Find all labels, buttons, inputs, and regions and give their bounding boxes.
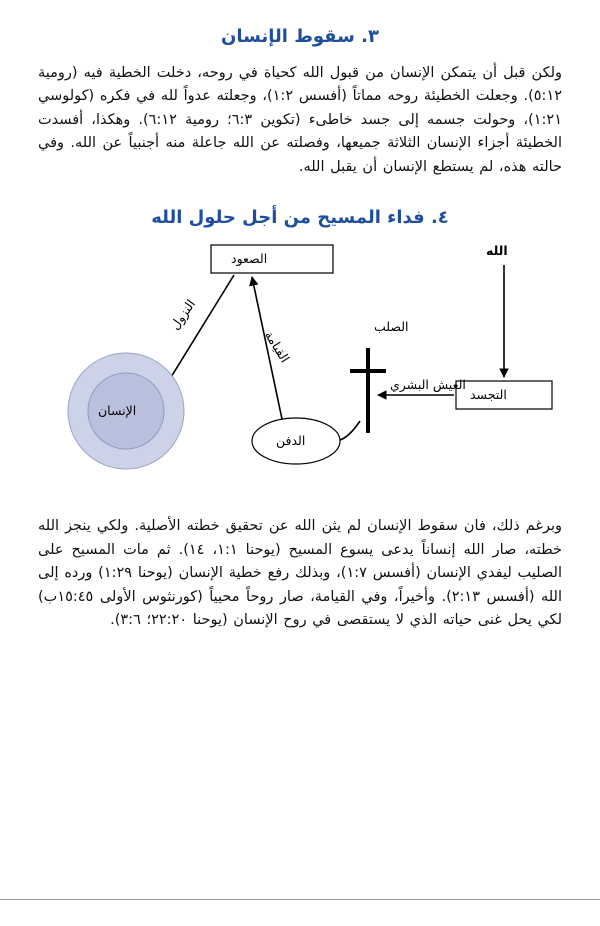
label-god: الله: [486, 243, 508, 259]
paragraph-redemption: وبرغم ذلك، فان سقوط الإنسان لم يثن الله عن تحقيق خطته الأصلية. ولكي ينجز الله خطته، صار الله إنساناً يدعى يسوع المسيح (يوحنا ١:١، ١٤). ثم مات المسيح على الصليب ليفدي الإنسان (أفسس ١:٧)، وبذلك رفع خطية الإنسان (يوحنا ١:٢٩) ورده إلى الله (أفسس ٢:١٣). وأخيراً، وفي القيامة، صار روحاً محيياً (كورنثوس الأولى ١٥:٤٥ب) لكي يحل غنى حياته الذي لا يستقصى في روح الإنسان (يوحنا ٢٢:٢٠؛ ٣:٦).: [38, 518, 563, 629]
label-man: الإنسان: [98, 403, 137, 419]
label-ascension: الصعود: [231, 251, 268, 267]
label-human-living: العيش البشري: [390, 377, 466, 393]
ascension-box: [211, 245, 333, 273]
label-descent: النزول: [166, 296, 199, 333]
document-page: [0, 26, 600, 926]
section-heading-fall-of-man: ٣. سقوط الإنسان: [221, 26, 379, 47]
paragraph-fall-of-man: ولكن قبل أن يتمكن الإنسان من قبول الله كحياة في روحه، دخلت الخطية فيه (رومية ٥:١٢). وجعلت الخطيئة روحه مماتاً (أفسس ١:٢)، وجعلته عدواً لله في فكره (كولوسي ١:٢١)، وحولت جسمه إلى جسد خاطىء (تكوين ٦:٣؛ رومية ٦:١٢). وهكذا، أفسدت الخطيئة أجزاء الإنسان الثلاثة جميعها، وفصلته عن الله جاعلة منه أجنبياً عن الله. وفي حالته هذه، لم يستطع الإنسان أن يقبل الله.: [38, 64, 563, 175]
label-burial: الدفن: [276, 433, 306, 449]
redemption-diagram: [38, 243, 562, 493]
page-bottom-edge: [0, 916, 600, 926]
label-incarnation: التجسد: [470, 387, 507, 403]
label-resurrection: القيامة: [261, 328, 293, 366]
cross-icon: [350, 348, 386, 433]
diagram-canvas: [38, 243, 562, 493]
section-heading-redemption: ٤. فداء المسيح من أجل حلول الله: [151, 207, 449, 229]
label-cross: الصلب: [374, 319, 409, 335]
